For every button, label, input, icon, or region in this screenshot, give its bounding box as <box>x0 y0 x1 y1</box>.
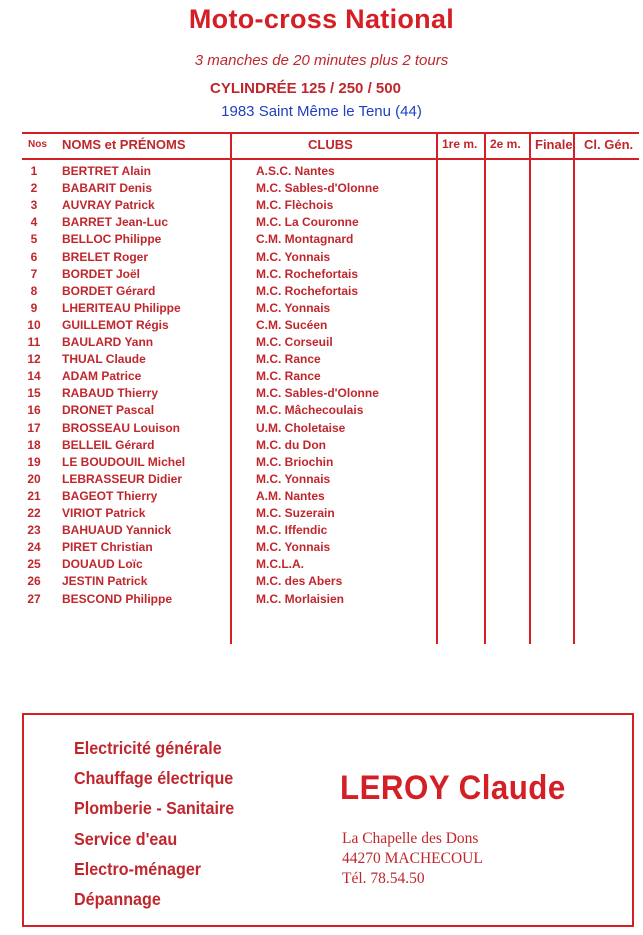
table-row <box>24 164 444 181</box>
table-row <box>24 215 444 232</box>
table-row <box>24 489 444 506</box>
rider-club: U.M. Choletaise <box>256 420 346 435</box>
rider-name: DOUAUD Loïc <box>62 557 143 572</box>
table-row <box>24 250 444 267</box>
rider-number: 23 <box>27 523 41 538</box>
address-line: La Chapelle des Dons <box>342 830 479 847</box>
rider-club: A.M. Nantes <box>256 488 325 503</box>
rider-number: 26 <box>27 574 41 589</box>
rider-number: 8 <box>30 283 38 298</box>
rider-name: LHERITEAU Philippe <box>62 300 181 315</box>
rider-name: BESCOND Philippe <box>62 591 173 606</box>
rider-number: 12 <box>27 352 41 367</box>
rider-club: M.C. Rochefortais <box>256 283 359 298</box>
rider-number: 3 <box>30 198 38 213</box>
advertiser-address <box>342 829 483 889</box>
advertiser-name: LEROY Claude <box>340 769 566 807</box>
table-row <box>24 421 444 438</box>
table-row <box>24 557 444 574</box>
rider-name: LE BOUDOUIL Michel <box>62 454 186 469</box>
table-row <box>24 318 444 335</box>
results-table-header <box>22 132 639 160</box>
rider-number: 10 <box>27 317 41 332</box>
rider-number: 1 <box>30 164 38 178</box>
rider-name: BABARIT Denis <box>62 181 153 196</box>
table-row <box>24 369 444 386</box>
column-divider <box>484 132 486 644</box>
rider-name: BELLEIL Gérard <box>62 437 155 452</box>
rider-club: M.C. Yonnais <box>256 249 331 264</box>
rider-club: A.S.C. Nantes <box>256 164 335 178</box>
rider-name: RABAUD Thierry <box>62 386 159 401</box>
rider-number: 4 <box>30 215 38 230</box>
rider-name: BRELET Roger <box>62 249 149 264</box>
cylinder-classes: CYLINDRÉE 125 / 250 / 500 <box>210 80 401 97</box>
rider-club: M.C. La Couronne <box>256 215 359 230</box>
table-row <box>24 198 444 215</box>
rider-number: 18 <box>27 437 41 452</box>
service-item: Chauffage électrique <box>74 768 234 789</box>
table-row <box>24 232 444 249</box>
col-header-general: Cl. Gén. <box>584 137 634 152</box>
rider-name: BORDET Gérard <box>62 283 156 298</box>
rider-name: BARRET Jean-Luc <box>62 215 169 230</box>
services-list <box>74 733 248 914</box>
rider-club: M.C. Rochefortais <box>256 266 359 281</box>
service-item: Electricité générale <box>74 738 222 758</box>
rider-number: 9 <box>30 300 38 315</box>
rider-number: 20 <box>27 471 41 486</box>
col-header-heat2: 2e m. <box>490 137 521 151</box>
rider-number: 17 <box>27 420 41 435</box>
phone-line: Tél. 78.54.50 <box>342 870 425 887</box>
rider-club: M.C. Mâchecoulais <box>256 403 364 418</box>
rider-number: 2 <box>30 181 38 196</box>
rider-club: M.C. du Don <box>256 437 326 452</box>
rider-name: LEBRASSEUR Didier <box>62 471 183 486</box>
service-item: Electro-ménager <box>74 858 202 879</box>
rider-club: M.C. Yonnais <box>256 540 331 555</box>
col-header-finale: Finale <box>535 137 573 152</box>
rider-club: M.C. Rance <box>256 369 321 384</box>
rider-club: M.C. Flèchois <box>256 198 334 213</box>
col-header-heat1: 1re m. <box>442 137 478 151</box>
rider-name: BORDET Joël <box>62 266 141 281</box>
rider-name: ADAM Patrice <box>62 369 142 384</box>
column-divider <box>573 132 575 644</box>
rider-number: 22 <box>27 506 41 520</box>
col-header-num: Nos <box>28 139 47 150</box>
col-header-club: CLUBS <box>308 137 353 152</box>
rider-number: 6 <box>30 249 38 264</box>
rider-club: M.C. Yonnais <box>256 471 331 486</box>
rider-club: M.C. Briochin <box>256 454 334 469</box>
service-item: Plomberie - Sanitaire <box>74 798 235 819</box>
table-row <box>24 335 444 352</box>
rider-club: M.C. Iffendic <box>256 523 328 538</box>
column-divider <box>529 132 531 644</box>
rider-name: GUILLEMOT Régis <box>62 317 169 332</box>
rider-name: BAULARD Yann <box>62 335 154 349</box>
rider-number: 19 <box>27 454 41 469</box>
race-format: 3 manches de 20 minutes plus 2 tours <box>194 52 449 69</box>
rider-name: PIRET Christian <box>62 540 153 555</box>
address-line: 44270 MACHECOUL <box>342 850 483 867</box>
rider-club: C.M. Montagnard <box>256 232 354 247</box>
col-header-name: NOMS et PRÉNOMS <box>62 137 186 152</box>
table-row <box>24 284 444 301</box>
table-row <box>24 352 444 369</box>
rider-club: M.C. Rance <box>256 352 321 367</box>
rider-name: BAHUAUD Yannick <box>62 523 172 538</box>
rider-name: AUVRAY Patrick <box>62 198 155 213</box>
rider-club: M.C. Sables-d'Olonne <box>256 386 379 401</box>
rider-club: M.C. Corseuil <box>256 335 333 349</box>
rider-club: M.C. Sables-d'Olonne <box>256 181 379 196</box>
advertisement-box <box>22 713 634 927</box>
rider-club: M.C. Yonnais <box>256 300 331 315</box>
rider-number: 5 <box>30 232 38 247</box>
service-item: Dépannage <box>74 888 161 909</box>
page-title: Moto-cross National <box>188 4 455 34</box>
table-row <box>24 301 444 318</box>
rider-club: M.C.L.A. <box>256 557 304 572</box>
rider-number: 21 <box>27 488 41 503</box>
service-item: Service d'eau <box>74 828 178 849</box>
table-row <box>24 472 444 489</box>
rider-club: M.C. des Abers <box>256 574 343 589</box>
table-row <box>24 438 444 455</box>
table-row <box>24 506 444 523</box>
rider-name: BELLOC Philippe <box>62 232 162 247</box>
rider-number: 25 <box>27 557 41 572</box>
table-row <box>24 267 444 284</box>
rider-club: M.C. Suzerain <box>256 506 335 520</box>
rider-number: 24 <box>27 540 41 555</box>
table-row <box>24 592 444 609</box>
rider-name: DRONET Pascal <box>62 403 155 418</box>
event-caption: 1983 Saint Même le Tenu (44) <box>221 103 422 120</box>
rider-name: BAGEOT Thierry <box>62 488 158 503</box>
rider-number: 16 <box>27 403 41 418</box>
rider-number: 7 <box>30 266 38 281</box>
table-row <box>24 403 444 420</box>
rider-number: 11 <box>27 335 41 349</box>
rider-club: M.C. Morlaisien <box>256 591 345 606</box>
rider-name: THUAL Claude <box>62 352 146 367</box>
table-row <box>24 181 444 198</box>
rider-number: 27 <box>27 591 41 606</box>
rider-club: C.M. Sucéen <box>256 317 328 332</box>
table-row <box>24 574 444 591</box>
rider-number: 15 <box>27 386 41 401</box>
rider-number: 14 <box>27 369 41 384</box>
rider-name: JESTIN Patrick <box>62 574 148 589</box>
table-row <box>24 386 444 403</box>
table-row <box>24 455 444 472</box>
rider-name: BROSSEAU Louison <box>62 420 181 435</box>
table-row <box>24 523 444 540</box>
rider-name: VIRIOT Patrick <box>62 506 146 520</box>
rider-name: BERTRET Alain <box>62 164 151 178</box>
table-row <box>24 540 444 557</box>
